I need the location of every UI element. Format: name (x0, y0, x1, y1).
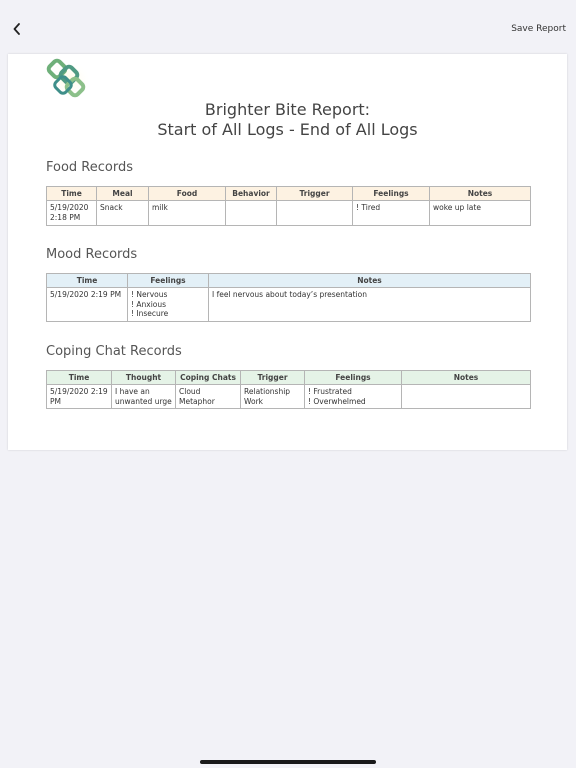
cell-trigger: Relationship Work (241, 385, 305, 409)
cell-feelings (128, 288, 209, 322)
food-col-food: Food (149, 187, 226, 201)
cell-coping-chats: Cloud Metaphor (176, 385, 241, 409)
report-title (8, 100, 567, 140)
cell-trigger (277, 201, 353, 226)
food-col-feelings: Feelings (353, 187, 430, 201)
mood-records-title: Mood Records (46, 247, 138, 262)
cell-behavior (226, 201, 277, 226)
back-button[interactable] (10, 20, 24, 38)
cell-time: 5/19/2020 2:19 PM (47, 288, 128, 322)
feeling-item: ! Overwhelmed (308, 396, 366, 406)
coping-col-coping-chats: Coping Chats (176, 371, 241, 385)
cell-feelings (305, 385, 402, 409)
food-col-time: Time (47, 187, 97, 201)
feeling-item: ! Tired (356, 203, 381, 212)
food-col-behavior: Behavior (226, 187, 277, 201)
cell-meal: Snack (97, 201, 149, 226)
cell-time: 5/19/2020 2:18 PM (47, 201, 97, 226)
top-bar (0, 0, 576, 52)
save-report-button[interactable]: Save Report (511, 24, 566, 34)
coping-col-feelings: Feelings (305, 371, 402, 385)
brighter-bite-logo (46, 58, 92, 100)
coping-col-trigger: Trigger (241, 371, 305, 385)
cell-thought: I have an unwanted urge (112, 385, 176, 409)
food-records-title: Food Records (46, 160, 133, 175)
feeling-item: ! Anxious (131, 299, 167, 309)
table-row (47, 201, 531, 226)
food-col-notes: Notes (430, 187, 531, 201)
coping-col-thought: Thought (112, 371, 176, 385)
coping-col-notes: Notes (402, 371, 531, 385)
food-records-table (46, 186, 531, 226)
feeling-item: ! Frustrated (308, 387, 352, 396)
coping-records-table (46, 370, 531, 409)
mood-col-time: Time (47, 274, 128, 288)
mood-col-feelings: Feelings (128, 274, 209, 288)
coping-records-title: Coping Chat Records (46, 344, 182, 359)
table-row (47, 385, 531, 409)
cell-time: 5/19/2020 2:19 PM (47, 385, 112, 409)
feeling-item: ! Nervous (131, 290, 168, 299)
home-indicator[interactable] (200, 760, 376, 764)
food-col-meal: Meal (97, 187, 149, 201)
cell-feelings (353, 201, 430, 226)
mood-col-notes: Notes (209, 274, 531, 288)
table-row (47, 288, 531, 322)
food-col-trigger: Trigger (277, 187, 353, 201)
cell-notes (402, 385, 531, 409)
chevron-left-icon (13, 23, 21, 35)
report-title-line1: Brighter Bite Report: (204, 100, 371, 119)
feeling-item: ! Insecure (131, 309, 169, 318)
cell-notes: woke up late (430, 201, 531, 226)
report-card (8, 54, 567, 450)
report-title-line2: Start of All Logs - End of All Logs (157, 120, 418, 139)
cell-food: milk (149, 201, 226, 226)
cell-notes: I feel nervous about today’s presentation (209, 288, 531, 322)
coping-col-time: Time (47, 371, 112, 385)
mood-records-table (46, 273, 531, 322)
